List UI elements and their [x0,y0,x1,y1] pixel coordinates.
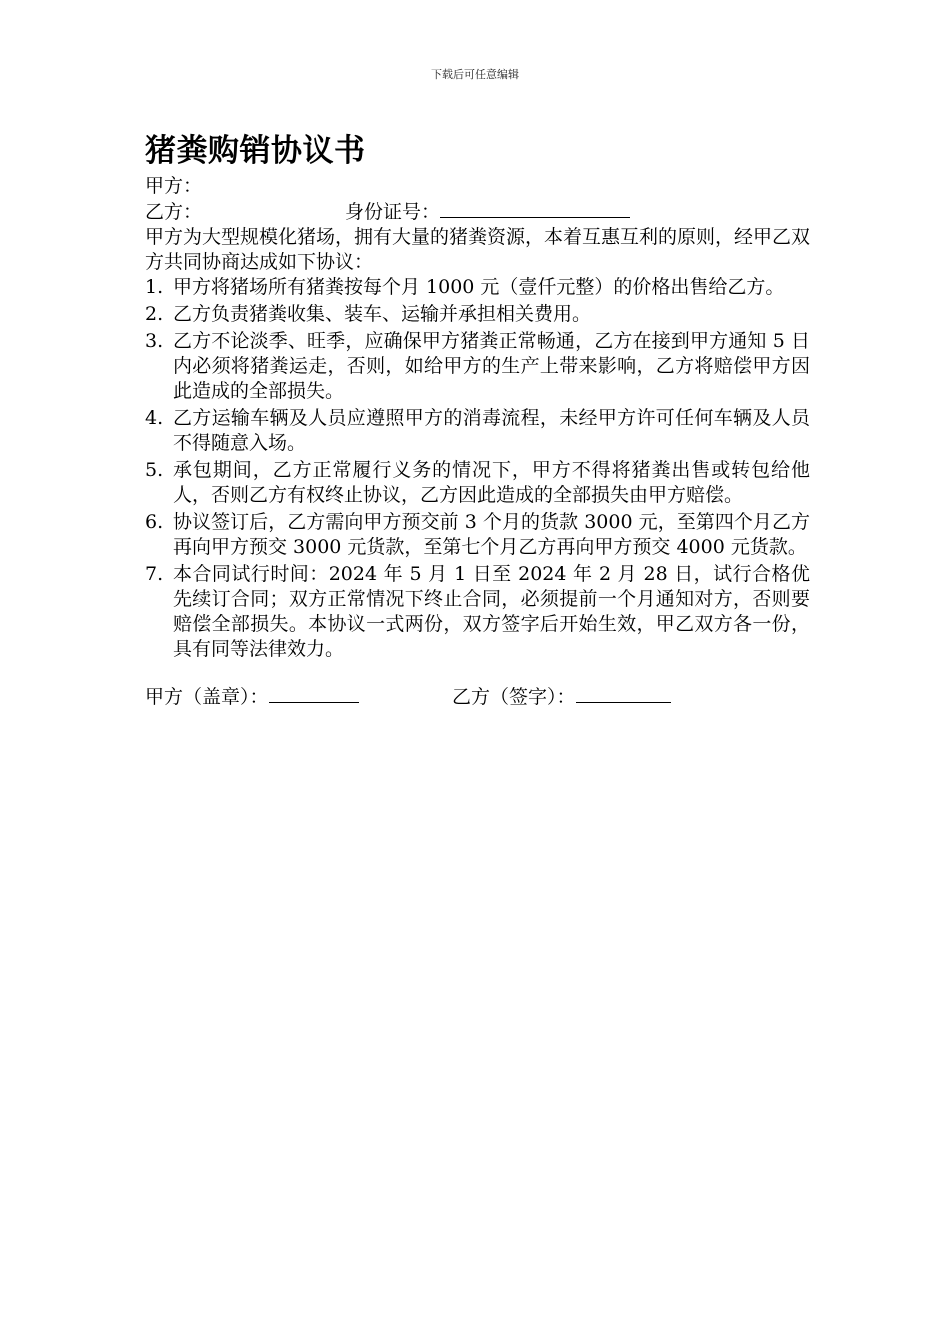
document-body [145,128,810,710]
term-number: 3. [145,330,164,352]
term-item [145,562,810,662]
party-b-line [145,199,810,225]
party-a-seal-label: 甲方（盖章）： [145,686,269,708]
term-text: 乙方负责猪粪收集、装车、运输并承担相关费用。 [173,303,592,325]
terms-list [145,275,810,662]
term-text: 本合同试行时间：2024 年 5 月 1 日至 2024 年 2 月 28 日，试行合格优先续订合同；双方正常情况下终止合同，必须提前一个月通知对方，否则要赔偿全部损失。本协议一式两份，双方签字后开始生效，甲乙双方各一份，具有同等法律效力。 [173,563,810,660]
signature-row [145,684,810,710]
term-number: 4. [145,407,164,429]
intro-paragraph: 甲方为大型规模化猪场，拥有大量的猪粪资源，本着互惠互利的原则，经甲乙双方共同协商达成如下协议： [145,226,811,273]
term-item [145,329,810,404]
party-a-label: 甲方： [145,175,203,197]
id-number-blank [440,199,630,218]
party-a-signature [145,684,452,710]
term-number: 5. [145,459,164,481]
party-b-sign-blank [576,684,671,703]
term-text: 乙方运输车辆及人员应遵照甲方的消毒流程，未经甲方许可任何车辆及人员不得随意入场。 [173,407,810,454]
term-text: 甲方将猪场所有猪粪按每个月 1000 元（壹仟元整）的价格出售给乙方。 [173,276,785,298]
party-b-label: 乙方： [145,201,203,223]
party-a-seal-blank [269,684,359,703]
term-text: 协议签订后，乙方需向甲方预交前 3 个月的货款 3000 元，至第四个月乙方再向甲方预交 3000 元货款，至第七个月乙方再向甲方预交 4000 元货款。 [173,511,810,558]
document-title: 猪粪购销协议书 [145,133,366,169]
term-text: 乙方不论淡季、旺季，应确保甲方猪粪正常畅通，乙方在接到甲方通知 5 日内必须将猪粪运走，否则，如给甲方的生产上带来影响，乙方将赔偿甲方因此造成的全部损失。 [173,330,810,402]
term-number: 1. [145,276,164,298]
term-number: 2. [145,303,164,325]
term-item [145,406,810,456]
term-number: 7. [145,563,164,585]
term-item [145,510,810,560]
party-b-signature [452,684,671,710]
header-note: 下载后可任意编辑 [431,68,519,81]
term-text: 承包期间，乙方正常履行义务的情况下，甲方不得将猪粪出售或转包给他人，否则乙方有权终止协议，乙方因此造成的全部损失由甲方赔偿。 [173,459,810,506]
term-number: 6. [145,511,164,533]
id-number-label: 身份证号： [345,201,441,223]
term-item [145,302,810,327]
term-item [145,458,810,508]
term-item [145,275,810,300]
party-b-sign-label: 乙方（签字）： [452,686,576,708]
